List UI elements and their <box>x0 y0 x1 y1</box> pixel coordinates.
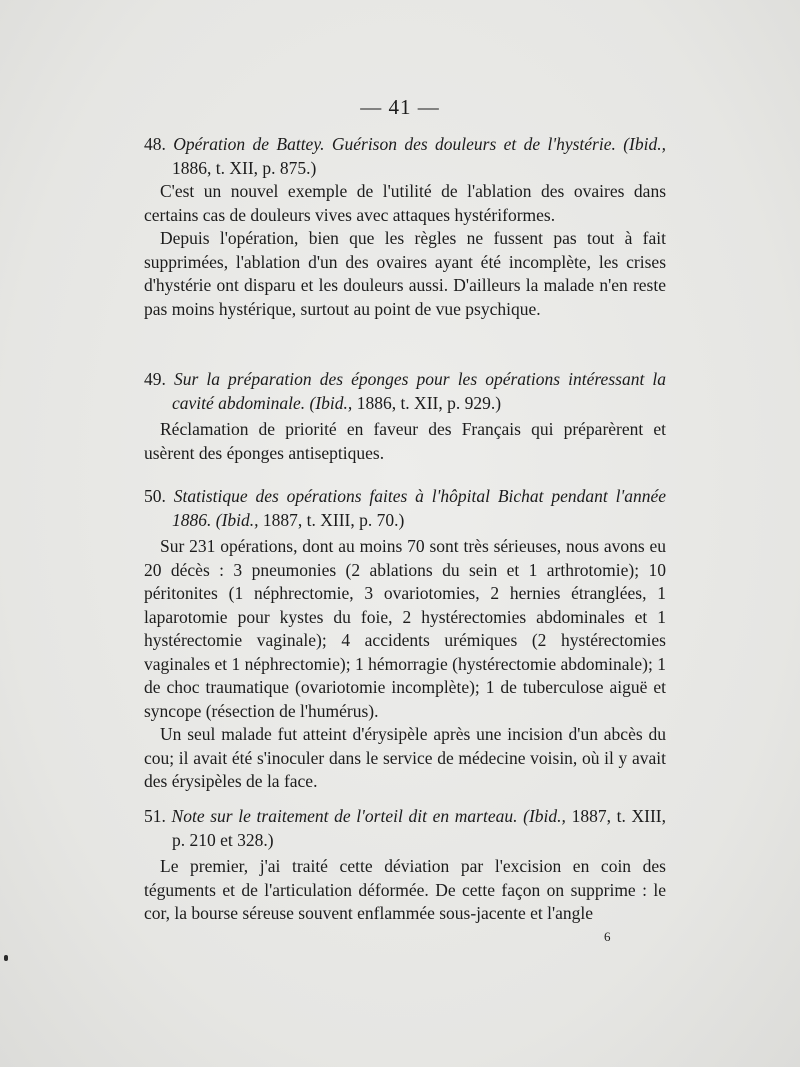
paragraph: Le premier, j'ai traité cette déviation par l'excision en coin des téguments et de l'articulation déformée. De cette façon on supprime : le cor, la bourse séreuse souvent enflammée sous-jacente et l'angle <box>144 856 666 923</box>
entry-48 <box>144 133 666 321</box>
entry-reference-ibid: (Ibid., <box>523 806 566 826</box>
entry-50 <box>144 485 666 794</box>
entry-heading <box>144 368 666 415</box>
entry-reference-ibid: (Ibid., <box>623 134 667 154</box>
paragraph: Sur 231 opérations, dont au moins 70 sont très sérieuses, nous avons eu 20 décès : 3 pneumonies (2 ablations du sein et 1 arthrotomie); 10 péritonites (1 néphrectomie, 3 ovariotomies, 2 hernies étranglées, 1 laparotomie pour kystes du foie, 2 hystérectomies abdominales et 1 hystérectomie vaginale); 4 accidents urémiques (2 hystérectomies vaginales et 1 néphrectomie); 1 hémorragie (hystérectomie abdominale); 1 de choc traumatique (ovariotomie incomplète); 1 de tuberculose aiguë et syncope (résection de l'humérus). <box>144 536 666 721</box>
entry-title: Sur la préparation des éponges pour les opérations intéressant la cavité abdominale. <box>172 369 666 413</box>
entry-49 <box>144 368 666 465</box>
printer-signature-mark: 6 <box>604 929 611 944</box>
paragraph: Depuis l'opération, bien que les règles ne fussent pas tout à fait supprimées, l'ablation d'un des ovaires ayant été incomplète, les crises d'hystérie ont disparu et les douleurs aussi. D'ailleurs la malade n'en reste pas moins hystérique, surtout au point de vue psychique. <box>144 228 666 319</box>
entry-reference-ibid: (Ibid., <box>309 392 353 413</box>
entry-heading <box>144 805 666 852</box>
entry-reference: 1887, t. XIII, p. 70.) <box>262 509 405 530</box>
entry-heading <box>144 485 666 532</box>
entry-title: Note sur le traitement de l'orteil dit en marteau. <box>171 806 518 826</box>
entry-reference: 1886, t. XII, p. 929.) <box>356 392 502 413</box>
entry-title: Statistique des opérations faites à l'hôpital Bichat pendant l'année <box>173 486 666 506</box>
paragraph: C'est un nouvel exemple de l'utilité de l'ablation des ovaires dans certains cas de douleurs vives avec attaques hystériformes. <box>144 181 666 225</box>
page-number: — 41 — <box>360 95 440 119</box>
ink-spot <box>4 955 8 961</box>
entry-number: 51. <box>144 806 166 826</box>
entry-reference: 1887, t. XIII, p. 210 et 328.) <box>172 806 667 850</box>
paragraph: Un seul malade fut atteint d'érysipèle après une incision d'un abcès du cou; il avait été s'inoculer dans le service de médecine voisin, où il y avait des érysipèles de la face. <box>144 724 666 791</box>
entry-title: Opération de Battey. Guérison des douleurs et de l'hystérie. <box>173 134 616 154</box>
entry-number: 48. <box>144 134 166 154</box>
entry-reference: 1886, t. XII, p. 875.) <box>172 157 317 178</box>
entry-reference-ibid: 1886. (Ibid., <box>172 509 259 530</box>
entry-number: 50. <box>144 486 166 506</box>
entry-number: 49. <box>144 369 166 389</box>
paragraph: Réclamation de priorité en faveur des Français qui préparèrent et usèrent des éponges antiseptiques. <box>144 419 666 463</box>
entry-heading <box>144 133 666 180</box>
entry-51 <box>144 805 666 926</box>
